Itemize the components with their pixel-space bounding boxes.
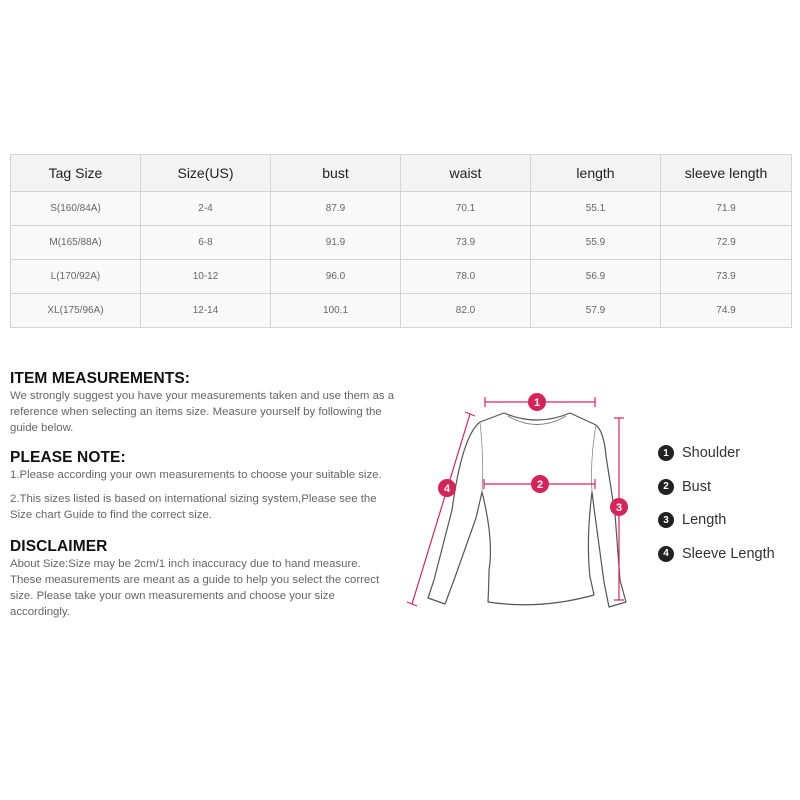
size-chart-table [10, 154, 792, 328]
please-note-point-1: 1.Please according your own measurements to choose your suitable size. [10, 469, 382, 481]
table-row [11, 260, 792, 294]
legend-number: 4 [658, 546, 674, 562]
marker-4 [438, 479, 456, 497]
legend-label: Shoulder [682, 445, 741, 461]
table-cell: 55.9 [531, 226, 661, 260]
table-cell: 96.0 [271, 260, 401, 294]
garment-measurement-diagram [400, 380, 640, 620]
marker-2 [531, 475, 549, 493]
marker-1-label: 1 [533, 397, 541, 409]
table-cell: 70.1 [401, 192, 531, 226]
marker-1 [528, 393, 546, 411]
item-measurements-title: ITEM MEASUREMENTS: [10, 370, 191, 387]
table-cell: 57.9 [531, 294, 661, 328]
table-cell: XL(175/96A) [11, 294, 141, 328]
header-sleeve-length: sleeve length [661, 155, 792, 192]
table-cell: 82.0 [401, 294, 531, 328]
legend-number: 2 [658, 479, 674, 495]
marker-4-label: 4 [443, 483, 451, 495]
table-cell: M(165/88A) [11, 226, 141, 260]
header-size-us: Size(US) [141, 155, 271, 192]
marker-3-label: 3 [615, 502, 623, 514]
legend-item-sleeve-length [658, 545, 775, 563]
header-length: length [531, 155, 661, 192]
legend-number: 1 [658, 445, 674, 461]
legend-label: Bust [682, 478, 712, 495]
shirt-armhole-line [480, 422, 483, 492]
table-cell: 87.9 [271, 192, 401, 226]
please-note-title: PLEASE NOTE: [10, 449, 126, 466]
table-cell: 74.9 [661, 294, 792, 328]
table-cell: 78.0 [401, 260, 531, 294]
table-cell: 10-12 [141, 260, 271, 294]
marker-3 [610, 498, 628, 516]
measurement-legend [658, 444, 775, 578]
header-bust: bust [271, 155, 401, 192]
shirt-outline [428, 413, 626, 607]
legend-item-shoulder [658, 444, 775, 462]
size-notes [10, 370, 395, 620]
table-cell: 73.9 [401, 226, 531, 260]
table-row [11, 294, 792, 328]
table-cell: 56.9 [531, 260, 661, 294]
legend-label: Sleeve Length [682, 545, 775, 562]
table-cell: 91.9 [271, 226, 401, 260]
legend-item-bust [658, 478, 775, 496]
header-waist: waist [401, 155, 531, 192]
disclaimer-text: About Size:Size may be 2cm/1 inch inaccuracy due to hand measure. These measurements are meant as a guide to help you select the correct size. Please take your own measurements and choose your size accordingly. [10, 558, 380, 618]
legend-label: Length [682, 512, 727, 528]
table-cell: 12-14 [141, 294, 271, 328]
table-cell: 2-4 [141, 192, 271, 226]
table-cell: S(160/84A) [11, 192, 141, 226]
table-cell: 72.9 [661, 226, 792, 260]
table-row [11, 192, 792, 226]
table-cell: 73.9 [661, 260, 792, 294]
table-cell: 6-8 [141, 226, 271, 260]
header-tag-size: Tag Size [11, 155, 141, 192]
table-cell: 71.9 [661, 192, 792, 226]
marker-2-label: 2 [536, 479, 544, 491]
please-note-point-2: 2.This sizes listed is based on international sizing system,Please see the Size chart Guide to find the correct size. [10, 493, 377, 521]
table-row [11, 226, 792, 260]
table-cell: 55.1 [531, 192, 661, 226]
sleeve-measure-line [412, 414, 470, 604]
disclaimer-title: DISCLAIMER [10, 538, 108, 555]
table-cell: L(170/92A) [11, 260, 141, 294]
table-cell: 100.1 [271, 294, 401, 328]
legend-number: 3 [658, 512, 674, 528]
item-measurements-text: We strongly suggest you have your measurements taken and use them as a reference when selecting an items size. Measure yourself by following the guide below. [10, 390, 395, 434]
legend-item-length [658, 511, 775, 529]
table-header-row [11, 155, 792, 192]
